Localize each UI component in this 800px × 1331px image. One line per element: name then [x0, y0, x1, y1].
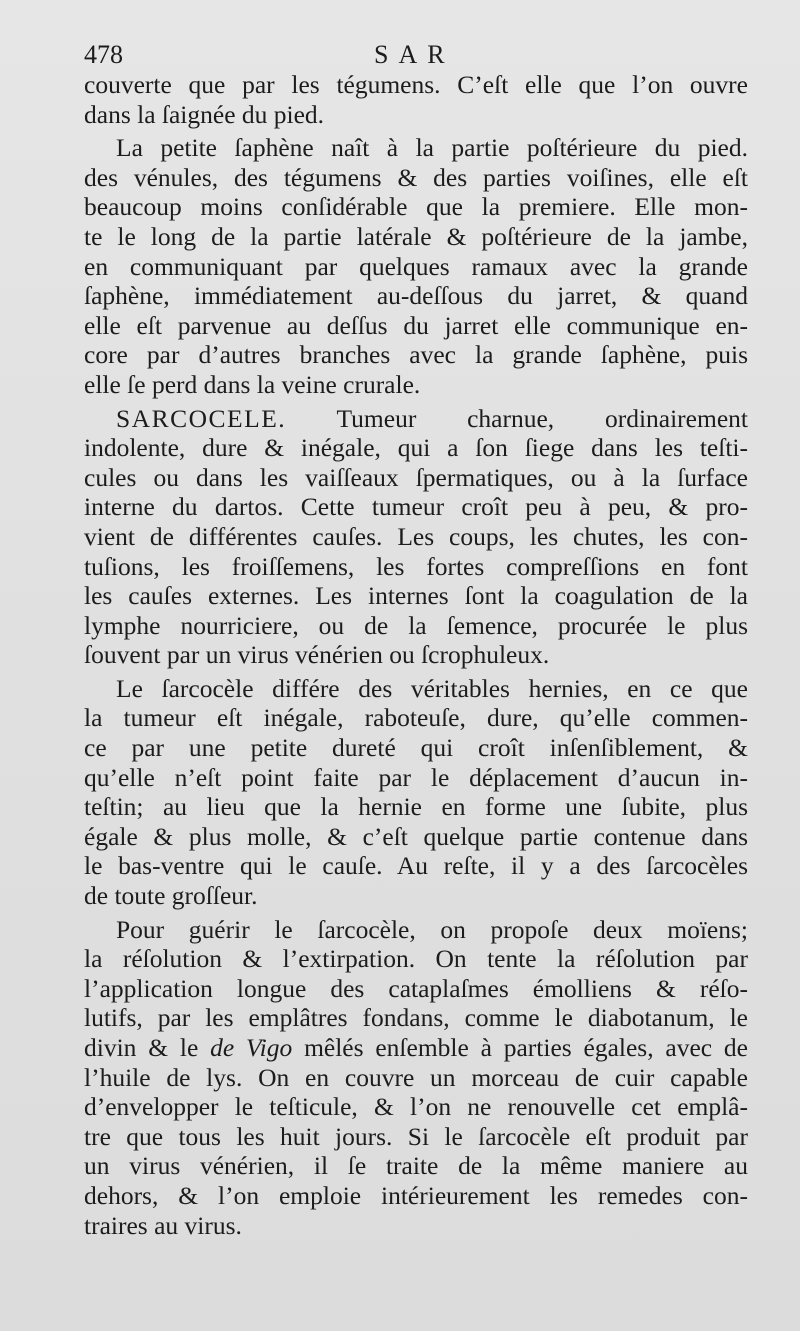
- text-line: la tumeur eſt inégale, raboteuſe, dure, qu’elle commen-: [84, 703, 748, 733]
- italic-phrase: de Vigo: [210, 1033, 293, 1062]
- text-line: l’application longue des cataplaſmes émolliens & réſo-: [84, 973, 748, 1003]
- text-line: égale & plus molle, & c’eſt quelque partie contenue dans: [84, 821, 748, 851]
- text-line: tuſions, les froiſſemens, les fortes compreſſions en font: [84, 551, 748, 581]
- text-segment: divin & le: [84, 1033, 199, 1062]
- entry-term: SARCOCELE.: [116, 403, 287, 433]
- text-line: l’huile de lys. On en couvre un morceau de cuir capable: [84, 1062, 748, 1092]
- text-line: core par d’autres branches avec la grande ſaphène, puis: [84, 340, 748, 370]
- text-line: traires au virus.: [84, 1210, 242, 1240]
- text-line: elle eſt parvenue au deſſus du jarret elle communique en-: [84, 310, 748, 340]
- text-line: d’envelopper le teſticule, & l’on ne renouvelle cet emplâ-: [84, 1092, 748, 1122]
- paragraph: [84, 70, 748, 129]
- text-line: indolente, dure & inégale, qui a ſon ſiege dans les teſti-: [84, 433, 748, 463]
- text-line: un virus vénérien, il ſe traite de la même maniere au: [84, 1151, 748, 1181]
- text-line: lymphe nourriciere, ou de la ſemence, procurée le plus: [84, 610, 748, 640]
- text-line: couverte que par les tégumens. C’eſt elle que l’on ouvre: [84, 70, 748, 99]
- text-line: en communiquant par quelques ramaux avec la grande: [84, 251, 748, 281]
- dictionary-entry: [84, 404, 748, 670]
- text-line: teſtin; au lieu que la hernie en forme une ſubite, plus: [84, 792, 748, 822]
- text-line: tre que tous les huit jours. Si le ſarcocèle eſt produit par: [84, 1121, 748, 1151]
- text-line: elle ſe perd dans la veine crurale.: [84, 369, 421, 399]
- page-number: 478: [84, 40, 123, 69]
- text-line: beaucoup moins conſidérable que la premiere. Elle mon-: [84, 192, 748, 222]
- text-line: [84, 404, 748, 434]
- text-segment: mêlés enſemble à parties égales, avec de: [304, 1033, 748, 1062]
- text-line: dehors, & l’on emploie intérieurement les remedes con-: [84, 1180, 748, 1210]
- page-header: [84, 40, 748, 70]
- text-line: Le ſarcocèle différe des véritables hernies, en ce que: [116, 673, 748, 703]
- text-line: [84, 1033, 748, 1063]
- text-line: le bas-ventre qui le cauſe. Au reſte, il y a des ſarcocèles: [84, 851, 748, 881]
- text-line: de toute groſſeur.: [84, 881, 258, 911]
- text-line: interne du dartos. Cette tumeur croît peu à peu, & pro-: [84, 492, 748, 522]
- text-line: dans la ſaignée du pied.: [84, 99, 325, 129]
- text-line: Pour guérir le ſarcocèle, on propoſe deux moïens;: [116, 914, 748, 944]
- text-line: ſouvent par un virus vénérien ou ſcrophuleux.: [84, 640, 550, 670]
- text-line: te le long de la partie latérale & poſtérieure de la jambe,: [84, 221, 748, 251]
- text-line: cules ou dans les vaiſſeaux ſpermatiques, ou à la ſurface: [84, 462, 748, 492]
- text-line: ce par une petite dureté qui croît inſenſiblement, &: [84, 733, 748, 763]
- text-line: vient de différentes cauſes. Les coups, les chutes, les con-: [84, 521, 748, 551]
- text-line: qu’elle n’eſt point faite par le déplacement d’aucun in-: [84, 762, 748, 792]
- text-line: les cauſes externes. Les internes ſont la coagulation de la: [84, 581, 748, 611]
- text-block: [84, 40, 748, 1240]
- text-line: ſaphène, immédiatement au-deſſous du jarret, & quand: [84, 281, 748, 311]
- running-head: SAR: [374, 40, 455, 69]
- entry-definition-start: Tumeur charnue, ordinairement: [336, 403, 748, 433]
- text-line: La petite ſaphène naît à la partie poſtérieure du pied.: [116, 133, 748, 163]
- text-line: la réſolution & l’extirpation. On tente la réſolution par: [84, 944, 748, 974]
- text-line: lutifs, par les emplâtres fondans, comme le diabotanum, le: [84, 1003, 748, 1033]
- paragraph: [84, 915, 748, 1241]
- paragraph: [84, 674, 748, 911]
- text-line: des vénules, des tégumens & des parties voiſines, elle eſt: [84, 162, 748, 192]
- paragraph: [84, 133, 748, 399]
